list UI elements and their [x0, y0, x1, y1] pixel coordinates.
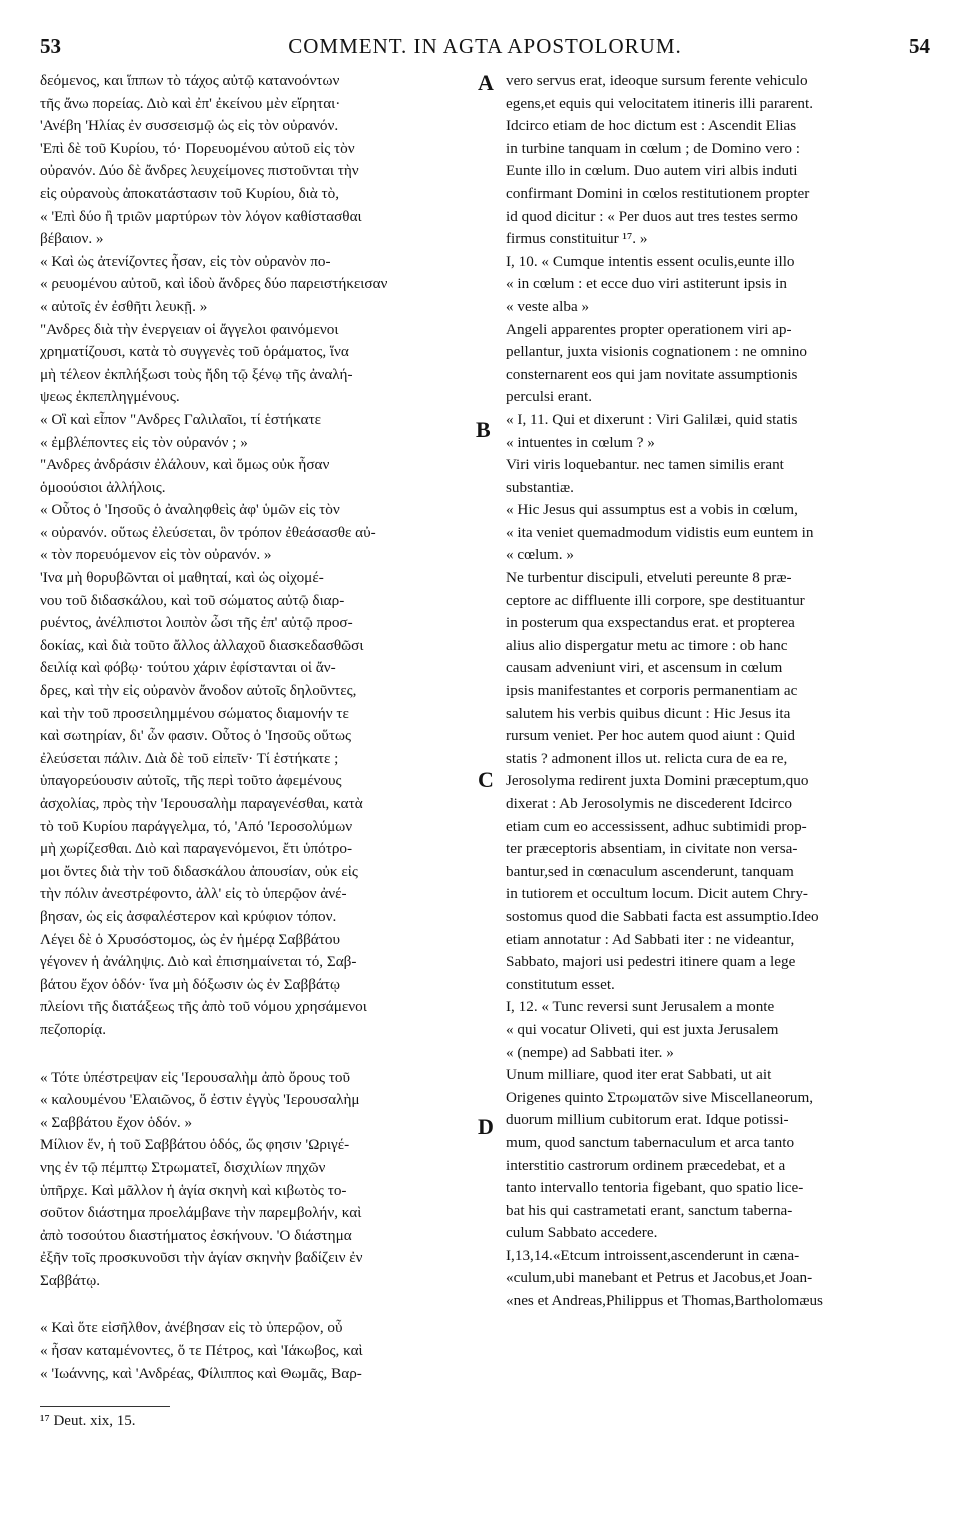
text-line: 'Ινα μὴ θορυβῶνται οἱ μαθηταί, καὶ ὡς οἰχομέ- [40, 569, 324, 587]
text-line: Idcirco etiam de hoc dictum est : Ascendit Elias [506, 117, 797, 135]
text-line: μὴ χωρίζεσθαι. Διὸ καὶ παραγενόμενοι, ἔτι ὑπότρο- [40, 840, 353, 858]
text-line: I, 12. « Tunc reversi sunt Jerusalem a monte [506, 998, 775, 1016]
text-line: οὐρανόν. Δύο δὲ ἄνδρες λευχείμονες πιστοῦνται τὴν [40, 162, 359, 180]
text-line: 'Ανέβη 'Ηλίας ἐν συσσεισμῷ ὡς εἰς τὸν οὐρανόν. [40, 117, 339, 135]
text-line: βέβαιον. » [40, 230, 104, 248]
footnote-rule [40, 1406, 170, 1407]
running-header [40, 34, 930, 62]
greek-column [40, 70, 478, 1385]
text-line: Viri viris loquebantur. nec tamen similis erant [506, 456, 784, 474]
text-line: « αὐτοῖς ἐν ἐσθῆτι λευκῇ. » [40, 297, 208, 315]
footnote: ¹⁷ Deut. xix, 15. [40, 1413, 136, 1429]
text-line: Unum milliare, quod iter erat Sabbati, ut ait [506, 1066, 772, 1084]
text-line: « (nempe) ad Sabbati iter. » [506, 1043, 674, 1061]
text-line: « Σαββάτου ἔχον ὁδόν. » [40, 1113, 193, 1131]
text-line: bat his qui castrametati erant, sanctum taberna- [506, 1201, 793, 1219]
text-line: constitutum esset. [506, 975, 615, 993]
text-line: « Τότε ὑπέστρεψαν εἰς 'Ιερουσαλὴμ ἀπὸ ὄρους τοῦ [40, 1068, 351, 1086]
running-title: COMMENT. IN AGTA APOSTOLORUM. [288, 34, 682, 58]
text-line: Sabbato, majori usi pedestri itinere quam a lege [506, 953, 796, 971]
text-line: « Καὶ ὅτε εἰσῆλθον, ἀνέβησαν εἰς τὸ ὑπερῷον, οὗ [40, 1319, 343, 1337]
text-line: rursum veniet. Per hoc autem quod aiunt : Quid [506, 727, 795, 745]
page-number-right: 54 [909, 34, 930, 58]
text-line: « cœlum. » [506, 546, 574, 564]
text-line: sostomus quod die Sabbati facta est assumptio.Ideo [506, 907, 819, 925]
text-line: Angeli apparentes propter operationem viri ap- [506, 320, 792, 338]
text-line: « I, 11. Qui et dixerunt : Viri Galilæi, quid statis [506, 410, 798, 428]
text-line: δρες, καὶ τὴν εἰς οὐρανὸν ἄνοδον αὐτοῖς δηλοῦντες, [40, 682, 357, 700]
text-line: in turbine tanquam in cœlum ; de Domino vero : [506, 139, 800, 157]
text-line: pellantur, juxta visionis cognationem : ne omnino [506, 343, 807, 361]
text-line: « ἐμβλέποντες εἰς τὸν οὐρανόν ; » [40, 433, 248, 451]
text-line: interstitio castrorum ordinem præcedebat, et a [506, 1156, 786, 1174]
text-line: id quod dicitur : « Per duos aut tres testes sermo [506, 207, 798, 225]
text-line: καὶ σωτηρίαν, δι' ὧν φασιν. Οὗτος ὁ 'Ιησοῦς οὕτως [40, 727, 352, 745]
text-line: « ρευομένου αὐτοῦ, καὶ ἰδοὺ ἄνδρες δύο παρειστήκεισαν [40, 275, 388, 293]
text-line: causam adveniunt viri, et ascensum in cœlum [506, 659, 783, 677]
text-line: ἀσχολίας, πρὸς τὴν 'Ιερουσαλὴμ παραγενέσθαι, κατὰ [40, 795, 363, 812]
text-line: δειλίᾳ καὶ φόβῳ· τούτου χάριν ἐφίστανται οἱ ἄν- [40, 659, 336, 677]
text-line: Origenes quinto Στρωματῶν sive Miscellaneorum, [506, 1088, 814, 1106]
text-line: μὴ τέλεον ἐκπλήξωσι τοὺς ἤδη τῷ ξένῳ τῆς ἀναλή- [40, 365, 353, 383]
text-line: Μίλιον ἕν, ἡ τοῦ Σαββάτου ὁδός, ὥς φησιν 'Ωριγέ- [40, 1136, 350, 1154]
text-line: μοι ὄντες διὰ τὴν τοῦ διδασκάλου ἀπουσίαν, οὐκ εἰς [40, 862, 358, 880]
text-line: ρυέντος, ἀνέλπιστοι λοιπὸν ὦσι τῆς ἐπ' αὐτῷ προσ- [40, 614, 353, 632]
text-line: substantiæ. [506, 478, 574, 496]
text-line: egens,et equis qui velocitatem itineris illi pararent. [506, 94, 814, 112]
text-line: tanto intervallo tentoria figebant, quo spatio lice- [506, 1179, 804, 1197]
text-line: vero servus erat, ideoque sursum ferente vehiculo [506, 72, 808, 89]
text-line: γέγονεν ἡ ἀνάληψις. Διὸ καὶ ἐπισημαίνεται τό, Σαβ- [40, 953, 357, 971]
text-line: « ἦσαν καταμένοντες, ὅ τε Πέτρος, καὶ 'Ιάκωβος, καὶ [40, 1342, 363, 1360]
text-line: «culum,ubi manebant et Petrus et Jacobus,et Joan- [506, 1269, 813, 1287]
text-line: « 'Ιωάννης, καὶ 'Ανδρέας, Φίλιππος καὶ Θωμᾶς, Βαρ- [40, 1364, 362, 1382]
text-line: « Οἳ καὶ εἶπον "Ανδρες Γαλιλαῖοι, τί ἑστήκατε [40, 410, 322, 428]
text-line: mum, quod sanctum tabernaculum et arca tanto [506, 1133, 795, 1151]
text-line: τὸ τοῦ Κυρίου παράγγελμα, τό, 'Από 'Ιεροσολύμων [40, 817, 353, 835]
section-marker-a: A [478, 70, 494, 95]
text-line: « τὸν πορευόμενον εἰς τὸν οὐρανόν. » [40, 546, 272, 564]
text-line: etiam annotatur : Ad Sabbati iter : ne videantur, [506, 930, 795, 948]
text-line: « veste alba » [506, 297, 590, 315]
text-line: etiam cum eo accessissent, adhuc subtimidi prop- [506, 817, 807, 835]
text-line: « Hic Jesus qui assumptus est a vobis in cœlum, [506, 501, 798, 519]
text-line: Eunte illo in cœlum. Duo autem viri albis induti [506, 162, 798, 180]
text-line: σοῦτον διάστημα προελάμβανε τὴν παρεμβολήν, καὶ [40, 1204, 362, 1222]
text-line: ψεως ἐκπεπληγμένους. [40, 388, 180, 406]
text-line: "Ανδρες ἀνδράσιν ἐλάλουν, καὶ ὅμως οὐκ ἦσαν [40, 456, 330, 474]
text-line: in tutiorem et occultum locum. Dicit autem Chry- [506, 885, 808, 903]
text-line: « Οὗτος ὁ 'Ιησοῦς ὁ ἀναληφθεὶς ἀφ' ὑμῶν εἰς τὸν [40, 501, 340, 519]
text-line: ipsis manifestantes et corporis permanentiam ac [506, 682, 798, 700]
text-line: bantur,sed in cœnaculum ascenderunt, tanquam [506, 862, 794, 880]
text-line: τῆς ἄνω πορείας. Διὸ καὶ ἐπ' ἐκείνου μὲν εἴρηται· [40, 94, 341, 112]
text-line: νου τοῦ διδασκάλου, καὶ τοῦ σώματος αὐτῷ διαρ- [40, 591, 345, 609]
text-line: βησαν, ὡς εἰς ἀσφαλέστερον καὶ κρύφιον τόπον. [40, 907, 337, 925]
text-line: « οὐρανόν. οὕτως ἐλεύσεται, ὃν τρόπον ἐθεάσασθε αὐ- [40, 523, 376, 541]
text-line: καὶ τὴν τοῦ προσειλημμένου σώματος διαμονήν τε [40, 704, 349, 722]
text-line: culum Sabbato accedere. [506, 1224, 658, 1242]
text-line: « Καὶ ὡς ἀτενίζοντες ἦσαν, εἰς τὸν οὐρανὸν πο- [40, 252, 331, 270]
text-line: ter præceptoris absentiam, in civitate non versa- [506, 840, 798, 858]
text-line: δεόμενος, και ἵππων τὸ τάχος αὐτῷ κατανοόντων [40, 72, 340, 89]
text-line: βάτου ἔχον ὁδόν· ἵνα μὴ δόξωσιν ὡς ἐν Σαββάτῳ [40, 975, 341, 993]
text-line: « intuentes in cœlum ? » [506, 433, 655, 451]
text-line: "Ανδρες διὰ τὴν ἐνεργειαν οἱ ἄγγελοι φαινόμενοι [40, 320, 339, 338]
text-line: perculsi erant. [506, 388, 593, 406]
text-line: duorum millium cubitorum erat. Idque potissi- [506, 1111, 789, 1129]
text-line: « ita veniet quemadmodum vidistis eum euntem in [506, 523, 814, 541]
text-line: « καλουμένου 'Ελαιῶνος, ὅ ἐστιν ἐγγὺς 'Ιερουσαλὴμ [40, 1091, 360, 1109]
latin-column [506, 70, 934, 1313]
text-line: I, 10. « Cumque intentis essent oculis,eunte illo [506, 252, 795, 270]
text-line: νης ἐν τῷ πέμπτῳ Στρωματεῖ, δισχιλίων πηχῶν [40, 1158, 326, 1176]
text-line: firmus constituitur ¹⁷. » [506, 230, 648, 248]
section-marker-c: C [478, 767, 494, 792]
text-line: χρηματίζουσι, κατὰ τὸ συγγενὲς τοῦ ὁράματος, ἵνα [40, 343, 349, 361]
text-line: «nes et Andreas,Philippus et Thomas,Bartholomæus [506, 1292, 823, 1310]
text-line: ὁμοούσιοι ἀλλήλοις. [40, 478, 166, 496]
text-line: alius alio dispergatur metu ac timore : ob hanc [506, 636, 788, 654]
text-line: ἐξῆν τοῖς προσκυνοῦσι τὴν ἁγίαν σκηνὴν βαδίζειν ἐν [40, 1249, 363, 1267]
text-line: Λέγει δὲ ὁ Χρυσόστομος, ὡς ἐν ἡμέρᾳ Σαββάτου [40, 930, 340, 948]
text-line: δοκίας, καὶ διὰ τοῦτο ἄλλος ἀλλαχοῦ διασκεδασθῶσι [40, 636, 364, 654]
text-line: ὑπῆρχε. Καὶ μᾶλλον ἡ ἁγία σκηνὴ καὶ κιβωτὸς το- [40, 1181, 347, 1199]
page-number-left: 53 [40, 34, 61, 58]
text-line: πεζοπορίᾳ. [40, 1020, 107, 1038]
text-line: 'Επὶ δὲ τοῦ Κυρίου, τό· Πορευομένου αὐτοῦ εἰς τὸν [40, 139, 355, 157]
text-line: salutem his verbis quibus dicunt : Hic Jesus ita [506, 704, 791, 722]
text-line: « qui vocatur Oliveti, qui est juxta Jerusalem [506, 1020, 779, 1038]
section-marker-b: B [476, 417, 491, 442]
section-marker-d: D [478, 1114, 494, 1139]
text-line: confirmant Domini in cœlos restitutionem propter [506, 184, 810, 202]
text-line: I,13,14.«Etcum introissent,ascenderunt in cæna- [506, 1246, 800, 1264]
text-line: statis ? admonent illos ut. relicta cura de ea re, [506, 749, 788, 767]
text-line: ἀπὸ τοσούτου διαστήματος ἐσκήνουν. 'Ο διάστημα [40, 1226, 352, 1244]
text-line: « 'Επὶ δύο ἢ τριῶν μαρτύρων τὸν λόγον καθίστασθαι [40, 207, 362, 225]
text-line: εἰς οὐρανοὺς ἀποκατάστασιν τοῦ Κυρίου, διὰ τὸ, [40, 184, 340, 202]
text-line: dixerat : Ab Jerosolymis ne discederent Idcirco [506, 795, 792, 812]
text-line: ὑπαγορεύουσιν αὐτοῖς, τῆς περὶ τοῦτο ἀφεμένους [40, 772, 342, 790]
text-line: consternarent eos qui jam novitate assumptionis [506, 365, 798, 383]
text-line: τὴν πόλιν ἀνεστρέφοντο, ἀλλ' εἰς τὸ ὑπερῷον ἀνέ- [40, 885, 347, 903]
text-line: « in cœlum : et ecce duo viri astiterunt ipsis in [506, 275, 787, 293]
text-line: Ne turbentur discipuli, etveluti pereunte 8 præ- [506, 569, 792, 587]
text-line: in posterum qua exspectandus erat. et propterea [506, 614, 795, 632]
text-line: ἐλεύσεται πάλιν. Διὰ δὲ τοῦ εἰπεῖν· Τί ἑστήκατε ; [40, 749, 339, 767]
text-line: ceptore ac diffluente illi corpore, spe destituantur [506, 591, 805, 609]
text-line: πλείονι τῆς διατάξεως τῆς ἀπὸ τοῦ νόμου χρησάμενοι [40, 998, 367, 1016]
text-line: Jerosolyma redirent juxta Domini præceptum,quo [506, 772, 809, 790]
text-line: Σαββάτῳ. [40, 1271, 101, 1289]
